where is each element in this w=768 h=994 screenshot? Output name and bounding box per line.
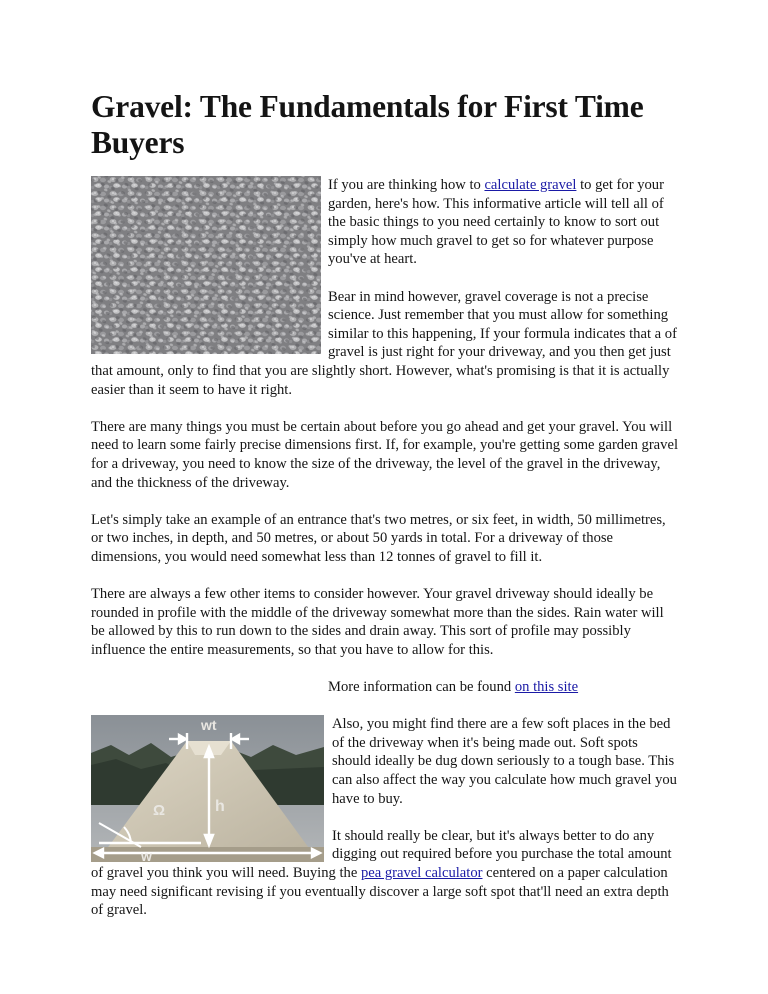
coverage-paragraph: Bear in mind however, gravel coverage is not a precise science. Just remember that you must allow for something similar to this happening, If your formula indicates that a of gravel is just right for your driveway, and you then get just that amount, only to find that you are slightly short. However, what's promising is that it is actually easier than it seem to have it right.: [91, 288, 677, 398]
intro-section: [91, 176, 679, 418]
article-body: [91, 176, 679, 938]
gravel-pile-diagram: [91, 715, 324, 862]
digging-text-start: It should really be clear, but it's always better to do any digging out required before you purchase the total amount of gravel you think you will need. Buying the: [91, 827, 672, 881]
more-info-text: More information can be found: [328, 679, 515, 696]
profile-paragraph: There are always a few other items to consider however. Your gravel driveway should ideally be rounded in profile with the middle of the driveway somewhat more than the sides. Rain water will be allowed by this to run down to the sides and drain away. This sort of profile may possibly influence the entire measurements, so that you have to allow for this.: [91, 586, 664, 658]
calculate-gravel-link[interactable]: calculate gravel: [484, 177, 577, 193]
gravel-photo: [91, 176, 321, 354]
diagram-label-angle: Ω: [153, 802, 166, 820]
intro-text-start: If you are thinking how to: [328, 177, 485, 193]
soft-spots-section: [91, 715, 679, 938]
diagram-label-height: h: [215, 798, 225, 816]
more-info-paragraph: [91, 678, 679, 697]
on-this-site-link[interactable]: on this site: [514, 679, 579, 696]
diagram-label-wt: wt: [201, 717, 217, 734]
digging-text-end: centered on a paper calculation may need significant revising if you eventually discover a large soft spot that'll need an extra depth of gravel.: [91, 864, 669, 919]
page-title: Gravel: The Fundamentals for First Time Buyers: [91, 89, 644, 160]
pea-gravel-calculator-link[interactable]: pea gravel calculator: [360, 864, 483, 881]
intro-text-end: to get for your garden, here's how. This informative article will tell all of the basic things to you need certainly to know to sort out simply how much gravel to get so for whatever purpose you've at heart.: [328, 177, 664, 268]
dimensions-paragraph: There are many things you must be certain about before you go ahead and get your gravel. You will need to learn some fairly precise dimensions first. If, for example, you're getting some garden gravel for a driveway, you need to know the size of the driveway, the level of the gravel in the driveway, and the thickness of the driveway.: [91, 418, 678, 491]
diagram-label-width: w: [141, 848, 152, 863]
example-paragraph: Let's simply take an example of an entrance that's two metres, or six feet, in width, 50 millimetres, or two inches, in depth, and 50 metres, or about 50 yards in total. For a driveway of those dimensions, you would need somewhat less than 12 tonnes of gravel to fill it.: [91, 511, 666, 565]
soft-spots-paragraph: Also, you might find there are a few soft places in the bed of the driveway when it's being made out. Soft spots should ideally be dug down seriously to a tough base. This can also affect the way you calculate how much gravel you have to buy.: [332, 716, 677, 807]
